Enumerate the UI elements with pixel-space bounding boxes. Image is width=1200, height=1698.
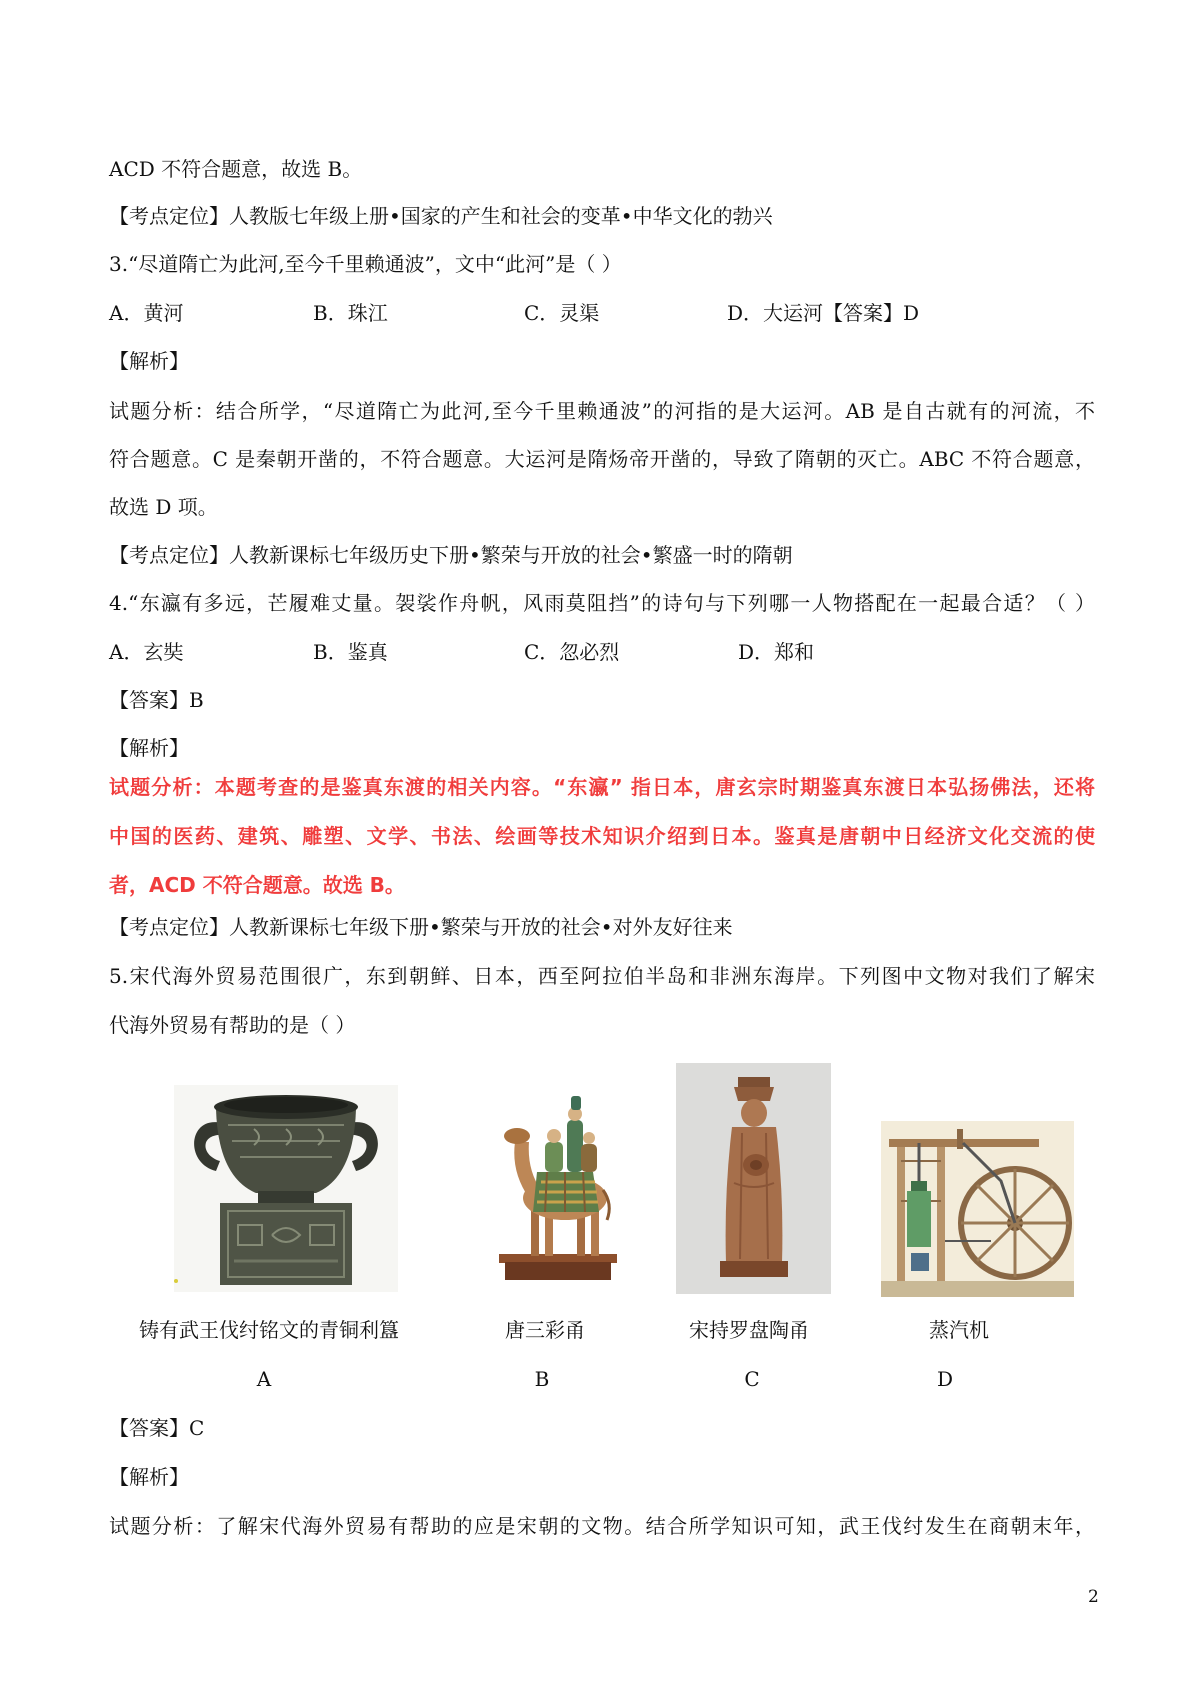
- figurine-head: [741, 1099, 767, 1127]
- figure-b-caption: 唐三彩甬: [505, 1318, 585, 1342]
- q4-analysis-line-highlight: 试题分析：本题考查的是鉴真东渡的相关内容。“东瀛” 指日本，唐玄宗时期鉴真东渡日本弘扬佛法，还将: [109, 775, 1095, 799]
- q3-analysis-line: 符合题意。C 是秦朝开凿的，不符合题意。大运河是隋炀帝开凿的，导致了隋朝的灭亡。ABC 不符合题意，: [109, 447, 1095, 471]
- q3-option-b[interactable]: B．珠江: [313, 301, 388, 325]
- q4-analysis-line-highlight: 者，ACD 不符合题意。故选 B。: [109, 873, 405, 897]
- q4-kaodian: 【考点定位】人教新课标七年级下册•繁荣与开放的社会•对外友好往来: [109, 915, 733, 939]
- q3-analysis-line: 试题分析：结合所学，“尽道隋亡为此河,至今千里赖通波”的河指的是大运河。AB 是自古就有的河流，不: [109, 399, 1095, 423]
- q3-stem: 3.“尽道隋亡为此河,至今千里赖通波”，文中“此河”是（ ）: [109, 252, 622, 276]
- q5-answer: 【答案】C: [109, 1416, 205, 1440]
- q3-options: [0, 300, 1200, 326]
- camel-base: [499, 1254, 617, 1280]
- q4-stem: 4.“东瀛有多远，芒履难丈量。袈裟作舟帆，风雨莫阻挡”的诗句与下列哪一人物搭配在一起最合适？（ ）: [109, 591, 1095, 615]
- q3-option-a[interactable]: A．黄河: [109, 301, 184, 325]
- figure-c-letter[interactable]: C: [744, 1367, 760, 1391]
- steam-engine-image: [881, 1121, 1074, 1297]
- q5-stem-line: 代海外贸易有帮助的是（ ）: [109, 1013, 356, 1037]
- figure-d-letter[interactable]: D: [936, 1367, 954, 1391]
- figure-c-caption: 宋持罗盘陶甬: [689, 1318, 809, 1342]
- song-compass-figurine-image: [676, 1063, 831, 1294]
- figurine-hat: [734, 1077, 774, 1101]
- figurine-robe: [726, 1127, 783, 1263]
- q3-option-d-with-answer: [727, 300, 919, 326]
- figurine-base: [720, 1261, 788, 1277]
- q3-option-c[interactable]: C．灵渠: [524, 301, 600, 325]
- q4-analysis-line-highlight: 中国的医药、建筑、雕塑、文学、书法、绘画等技术知识介绍到日本。鉴真是唐朝中日经济文化交流的使: [109, 824, 1095, 848]
- tang-sancai-camel-image: [485, 1090, 627, 1286]
- q4-option-d[interactable]: D．郑和: [738, 640, 815, 664]
- figure-b-letter[interactable]: B: [534, 1367, 550, 1391]
- q5-jiexi-label: 【解析】: [109, 1465, 189, 1489]
- bronze-li-gui-image: [174, 1085, 398, 1292]
- q3-answer: 【答案】D: [823, 301, 920, 325]
- q3-analysis-line: 故选 D 项。: [109, 495, 218, 519]
- q3-kaodian: 【考点定位】人教新课标七年级历史下册•繁荣与开放的社会•繁盛一时的隋朝: [109, 543, 793, 567]
- camel-saddle-blanket: [533, 1172, 599, 1212]
- figure-a-letter[interactable]: A: [256, 1367, 272, 1391]
- q5-analysis-line: 试题分析：了解宋代海外贸易有帮助的应是宋朝的文物。结合所学知识可知，武王伐纣发生在商朝末年，: [109, 1514, 1095, 1538]
- q4-jiexi-label: 【解析】: [109, 736, 189, 760]
- q4-option-a[interactable]: A．玄奘: [109, 640, 184, 664]
- q5-stem-line: 5.宋代海外贸易范围很广，东到朝鲜、日本，西至阿拉伯半岛和非洲东海岸。下列图中文物对我们了解宋: [109, 964, 1095, 988]
- figure-d-caption: 蒸汽机: [929, 1318, 989, 1342]
- q3-jiexi-label: 【解析】: [109, 349, 189, 373]
- figurine-compass: [743, 1154, 769, 1176]
- q2-conclusion: ACD 不符合题意，故选 B。: [109, 157, 363, 181]
- q4-option-b[interactable]: B．鉴真: [313, 640, 388, 664]
- vessel-square-base: [220, 1191, 352, 1285]
- engine-floor: [881, 1281, 1074, 1297]
- figure-a-caption: 铸有武王伐纣铭文的青铜利簋: [139, 1318, 399, 1342]
- q2-kaodian: 【考点定位】人教版七年级上册•国家的产生和社会的变革•中华文化的勃兴: [109, 204, 773, 228]
- q4-option-c[interactable]: C．忽必烈: [524, 640, 620, 664]
- q4-answer: 【答案】B: [109, 688, 204, 712]
- page-number: 2: [1088, 1587, 1099, 1607]
- yellow-dot-mark: [174, 1279, 178, 1283]
- q4-options: [0, 639, 1200, 665]
- q3-option-d[interactable]: D．大运河: [727, 301, 824, 325]
